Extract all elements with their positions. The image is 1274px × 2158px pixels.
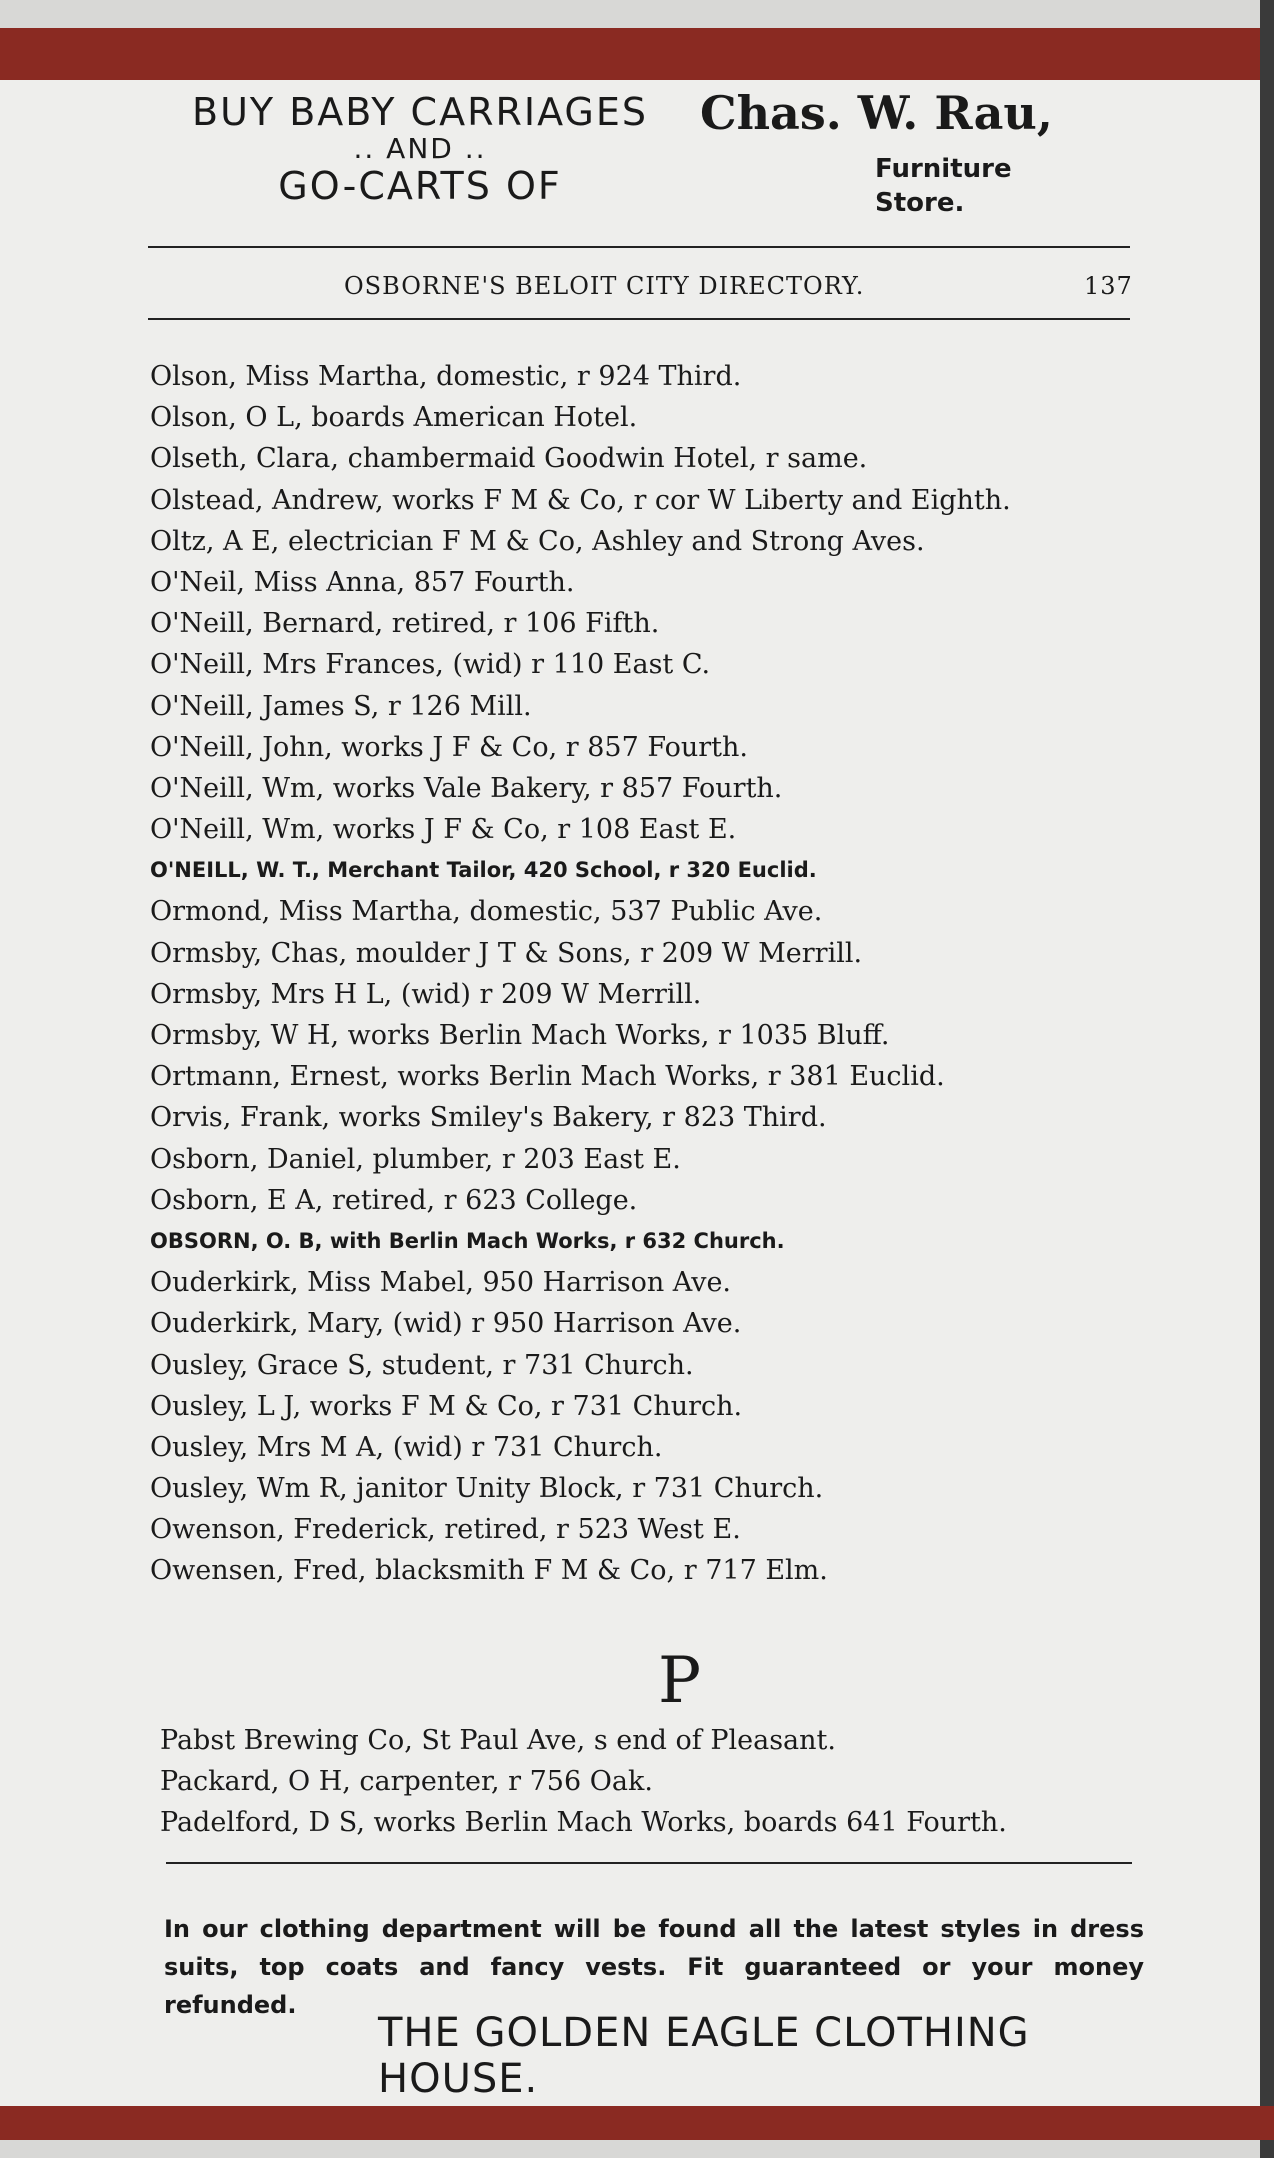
- directory-entry: Ormsby, Mrs H L, (wid) r 209 W Merrill.: [150, 978, 702, 1010]
- directory-entry: Owensen, Fred, blacksmith F M & Co, r 717 Elm.: [150, 1555, 828, 1587]
- header-rule-top: [148, 246, 1130, 248]
- footer-ad-text: In our clothing department will be found all the latest styles in dress suits, top coats and fancy vests. Fit guaranteed or your money refunded.: [164, 1915, 1144, 2019]
- directory-entry: Ortmann, Ernest, works Berlin Mach Works, r 381 Euclid.: [150, 1061, 945, 1093]
- directory-entry: Ouderkirk, Mary, (wid) r 950 Harrison Ave.: [150, 1308, 742, 1340]
- directory-entry: Oltz, A E, electrician F M & Co, Ashley and Strong Aves.: [150, 525, 925, 557]
- directory-entry: Ormond, Miss Martha, domestic, 537 Public Ave.: [150, 896, 823, 928]
- directory-entry: Olson, Miss Martha, domestic, r 924 Third.: [150, 361, 742, 392]
- header-ad-sub-line2: Store.: [875, 188, 965, 218]
- directory-entry: Ousley, L J, works F M & Co, r 731 Church.: [150, 1390, 743, 1422]
- directory-entry: Padelford, D S, works Berlin Mach Works, boards 641 Fourth.: [160, 1807, 1007, 1839]
- directory-entry: O'Neill, John, works J F & Co, r 857 Fourth.: [150, 731, 748, 763]
- header-ad-line2: .. AND ..: [353, 132, 487, 165]
- directory-entry: O'Neill, James S, r 126 Mill.: [150, 690, 532, 722]
- directory-entry: Osborn, Daniel, plumber, r 203 East E.: [150, 1143, 681, 1175]
- footer-ad-name: THE GOLDEN EAGLE CLOTHING HOUSE.: [378, 2010, 1030, 2102]
- header-ad-sub-line1: Furniture: [875, 154, 1012, 184]
- header-ad-line3: GO-CARTS OF: [278, 164, 562, 208]
- running-head-title: OSBORNE'S BELOIT CITY DIRECTORY.: [344, 272, 865, 300]
- directory-entry: Ousley, Grace S, student, r 731 Church.: [150, 1349, 694, 1381]
- directory-entry: Olson, O L, boards American Hotel.: [150, 402, 638, 434]
- directory-entries-p: [160, 1720, 1160, 1844]
- header-ad-left: [140, 90, 700, 208]
- bottom-frame-bar: [0, 2106, 1274, 2140]
- directory-entry: OBSORN, O. B, with Berlin Mach Works, r 632 Church.: [150, 1228, 785, 1253]
- page-number: 137: [1084, 272, 1133, 300]
- header-ad-merchant-name: Chas. W. Rau,: [700, 86, 1053, 140]
- directory-entry: Ousley, Mrs M A, (wid) r 731 Church.: [150, 1431, 663, 1463]
- top-frame-bar: [0, 28, 1274, 80]
- directory-entry: O'Neill, Wm, works Vale Bakery, r 857 Fourth.: [150, 772, 783, 804]
- directory-entry: O'Neill, Bernard, retired, r 106 Fifth.: [150, 608, 660, 640]
- directory-entry: Ormsby, Chas, moulder J T & Sons, r 209 W Merrill.: [150, 937, 863, 969]
- right-frame-edge: [1260, 0, 1274, 2158]
- directory-entry: O'Neill, Wm, works J F & Co, r 108 East E.: [150, 814, 737, 846]
- directory-entries-o: [150, 356, 1150, 1592]
- directory-entry: O'Neill, Mrs Frances, (wid) r 110 East C.: [150, 649, 711, 681]
- header-ad-line1: BUY BABY CARRIAGES: [192, 90, 648, 134]
- directory-entry: Ousley, Wm R, janitor Unity Block, r 731 Church.: [150, 1473, 824, 1505]
- directory-entry: Ouderkirk, Miss Mabel, 950 Harrison Ave.: [150, 1267, 732, 1299]
- directory-entry: Olstead, Andrew, works F M & Co, r cor W Liberty and Eighth.: [150, 484, 1011, 516]
- header-rule-bottom: [148, 318, 1130, 320]
- directory-entry: Olseth, Clara, chambermaid Goodwin Hotel, r same.: [150, 443, 868, 475]
- directory-entry: Packard, O H, carpenter, r 756 Oak.: [160, 1766, 653, 1798]
- directory-entry: Ormsby, W H, works Berlin Mach Works, r 1035 Bluff.: [150, 1020, 890, 1051]
- directory-entry: Osborn, E A, retired, r 623 College.: [150, 1184, 638, 1216]
- directory-entry: Pabst Brewing Co, St Paul Ave, s end of Pleasant.: [160, 1725, 836, 1756]
- directory-entry: O'Neil, Miss Anna, 857 Fourth.: [150, 566, 575, 598]
- footer-rule: [166, 1862, 1132, 1864]
- directory-entry: Owenson, Frederick, retired, r 523 West E.: [150, 1514, 741, 1546]
- directory-page: [0, 80, 1260, 2106]
- directory-entry: Orvis, Frank, works Smiley's Bakery, r 823 Third.: [150, 1102, 827, 1134]
- header-ad-merchant-sub: [875, 152, 1055, 220]
- directory-entry: O'NEILL, W. T., Merchant Tailor, 420 School, r 320 Euclid.: [150, 858, 817, 883]
- section-letter: P: [658, 1644, 702, 1718]
